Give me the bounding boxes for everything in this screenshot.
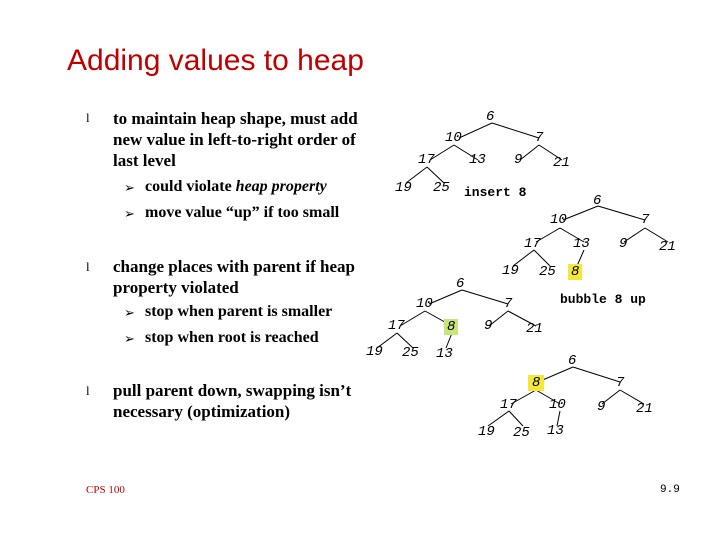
heap-node: 25 — [433, 180, 450, 196]
heap-node: 17 — [524, 236, 541, 252]
heap-node: 25 — [539, 264, 556, 280]
heap-node: 13 — [547, 423, 564, 439]
heap-node: 13 — [469, 152, 486, 168]
heap-node: 19 — [478, 424, 495, 440]
heap-node: 17 — [500, 397, 517, 413]
heap-node: 17 — [418, 152, 435, 168]
bullet-3-text: pull parent down, swapping isn’t necessary (optimization) — [113, 381, 352, 421]
arrow-icon: ➢ — [124, 305, 135, 320]
bullet-2-sub-1: stop when parent is smaller — [145, 303, 333, 320]
bullet-marker: l — [86, 383, 90, 398]
heap-node: 19 — [395, 180, 412, 196]
bullet-2-text: change places with parent if heap property violated — [113, 257, 355, 297]
heap-node: 9 — [514, 152, 523, 168]
heap-node: 9 — [484, 318, 493, 334]
heap-node: 19 — [502, 263, 519, 279]
heap-node-highlighted: 8 — [444, 319, 458, 335]
bullet-1-sub-2: move value “up” if too small — [145, 204, 340, 221]
heap-node: 6 — [486, 109, 495, 125]
course-label: CPS 100 — [86, 484, 125, 496]
heap-property-term: heap property — [235, 178, 327, 195]
page-number: 9.9 — [660, 484, 680, 496]
bullet-marker: l — [86, 259, 90, 274]
heap-node: 21 — [636, 401, 653, 417]
bullet-2-sub-2: stop when root is reached — [145, 329, 319, 346]
arrow-icon: ➢ — [124, 206, 135, 221]
bullet-marker: l — [86, 110, 90, 125]
heap-node: 21 — [526, 321, 543, 337]
heap-node: 21 — [553, 155, 570, 171]
heap-node: 10 — [445, 130, 462, 146]
heap-node: 17 — [388, 318, 405, 334]
heap-node-highlighted: 8 — [568, 264, 582, 280]
heap-node: 21 — [659, 239, 676, 255]
heap-node: 7 — [616, 375, 625, 391]
heap-node-highlighted: 8 — [528, 375, 544, 391]
heap-node: 9 — [619, 236, 628, 252]
heap-node: 25 — [513, 425, 530, 441]
insert-caption: insert 8 — [464, 185, 527, 200]
heap-node: 6 — [593, 193, 602, 209]
heap-node: 13 — [573, 236, 590, 252]
heap-node: 7 — [641, 212, 650, 228]
slide-title: Adding values to heap — [67, 44, 364, 77]
heap-node: 7 — [504, 296, 513, 312]
heap-node: 9 — [597, 399, 606, 415]
heap-node: 6 — [456, 276, 465, 292]
heap-node: 19 — [366, 344, 383, 360]
heap-node: 7 — [535, 130, 544, 146]
heap-node: 10 — [416, 296, 433, 312]
arrow-icon: ➢ — [124, 331, 135, 346]
heap-node: 10 — [549, 397, 566, 413]
bullet-1-text: to maintain heap shape, must add new value in left-to-right order of last level — [113, 109, 358, 170]
heap-node: 6 — [568, 353, 577, 369]
heap-node: 10 — [550, 212, 567, 228]
arrow-icon: ➢ — [124, 180, 135, 195]
bubble-caption: bubble 8 up — [560, 292, 646, 307]
heap-node: 25 — [402, 345, 419, 361]
heap-node: 13 — [436, 346, 453, 362]
bullet-1-sub-1: could violate heap property — [145, 178, 327, 195]
